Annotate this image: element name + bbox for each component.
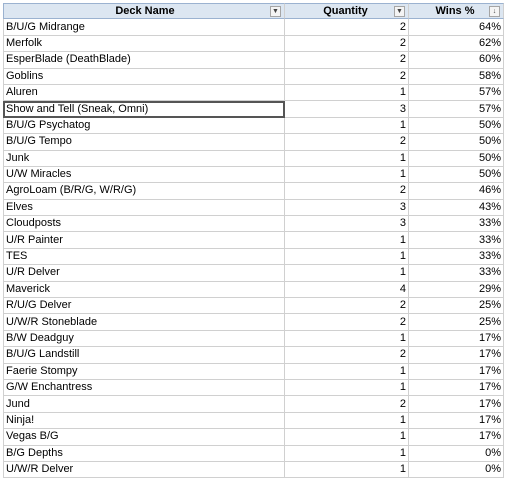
wins-cell[interactable]: 62% [409, 36, 504, 52]
quantity-cell[interactable]: 1 [285, 331, 409, 347]
deck-name-cell[interactable]: Vegas B/G [3, 429, 285, 445]
deck-name-cell[interactable]: B/U/G Tempo [3, 134, 285, 150]
header-deck-name[interactable] [3, 3, 285, 19]
table-row [3, 101, 504, 117]
deck-name-cell[interactable]: Goblins [3, 69, 285, 85]
quantity-cell[interactable]: 1 [285, 167, 409, 183]
filter-dropdown-icon[interactable]: ▼ [270, 6, 281, 17]
wins-cell[interactable]: 50% [409, 167, 504, 183]
quantity-cell[interactable]: 1 [285, 249, 409, 265]
deck-name-cell[interactable]: Merfolk [3, 36, 285, 52]
wins-cell[interactable]: 46% [409, 183, 504, 199]
wins-cell[interactable]: 0% [409, 446, 504, 462]
wins-cell[interactable]: 64% [409, 19, 504, 35]
wins-cell[interactable]: 57% [409, 85, 504, 101]
table-row [3, 69, 504, 85]
table-row [3, 151, 504, 167]
wins-cell[interactable]: 25% [409, 314, 504, 330]
table-row [3, 183, 504, 199]
deck-name-cell[interactable]: Elves [3, 200, 285, 216]
wins-cell[interactable]: 17% [409, 347, 504, 363]
deck-name-cell[interactable]: Maverick [3, 282, 285, 298]
deck-name-cell[interactable]: Jund [3, 396, 285, 412]
table-row [3, 200, 504, 216]
wins-cell[interactable]: 60% [409, 52, 504, 68]
table-row [3, 298, 504, 314]
table-row [3, 52, 504, 68]
deck-name-cell[interactable]: U/R Painter [3, 232, 285, 248]
quantity-cell[interactable]: 2 [285, 19, 409, 35]
deck-name-cell[interactable]: Junk [3, 151, 285, 167]
deck-name-cell[interactable]: R/U/G Delver [3, 298, 285, 314]
table-row [3, 249, 504, 265]
quantity-cell[interactable]: 1 [285, 429, 409, 445]
deck-name-cell[interactable]: U/W/R Delver [3, 462, 285, 478]
header-deck-name-label: Deck Name [115, 4, 175, 17]
quantity-cell[interactable]: 2 [285, 69, 409, 85]
table-row [3, 85, 504, 101]
deck-name-cell[interactable]: Cloudposts [3, 216, 285, 232]
wins-cell[interactable]: 50% [409, 134, 504, 150]
quantity-cell[interactable]: 2 [285, 298, 409, 314]
deck-name-cell[interactable]: U/W/R Stoneblade [3, 314, 285, 330]
wins-cell[interactable]: 57% [409, 101, 504, 117]
sort-descending-icon[interactable]: ↓ [489, 6, 500, 17]
wins-cell[interactable]: 0% [409, 462, 504, 478]
wins-cell[interactable]: 17% [409, 396, 504, 412]
deck-name-cell[interactable]: B/U/G Midrange [3, 19, 285, 35]
header-row [3, 3, 504, 19]
filter-dropdown-icon[interactable]: ▼ [394, 6, 405, 17]
table-row [3, 331, 504, 347]
wins-cell[interactable]: 25% [409, 298, 504, 314]
wins-cell[interactable]: 17% [409, 331, 504, 347]
table-row [3, 167, 504, 183]
table-row [3, 413, 504, 429]
wins-cell[interactable]: 43% [409, 200, 504, 216]
deck-name-cell[interactable]: Faerie Stompy [3, 364, 285, 380]
quantity-cell[interactable]: 1 [285, 364, 409, 380]
quantity-cell[interactable]: 1 [285, 85, 409, 101]
deck-name-cell[interactable]: EsperBlade (DeathBlade) [3, 52, 285, 68]
quantity-cell[interactable]: 2 [285, 347, 409, 363]
table-row [3, 118, 504, 134]
quantity-cell[interactable]: 1 [285, 380, 409, 396]
header-quantity[interactable] [285, 3, 409, 19]
table-row [3, 282, 504, 298]
wins-cell[interactable]: 17% [409, 380, 504, 396]
wins-cell[interactable]: 33% [409, 232, 504, 248]
table-row [3, 347, 504, 363]
quantity-cell[interactable]: 2 [285, 183, 409, 199]
quantity-cell[interactable]: 2 [285, 134, 409, 150]
table-row [3, 446, 504, 462]
deck-name-cell[interactable]: B/U/G Landstill [3, 347, 285, 363]
wins-cell[interactable]: 17% [409, 429, 504, 445]
wins-cell[interactable]: 58% [409, 69, 504, 85]
quantity-cell[interactable]: 4 [285, 282, 409, 298]
quantity-cell[interactable]: 2 [285, 52, 409, 68]
table-row [3, 380, 504, 396]
quantity-cell[interactable]: 3 [285, 101, 409, 117]
table-row [3, 36, 504, 52]
wins-cell[interactable]: 33% [409, 216, 504, 232]
quantity-cell[interactable]: 3 [285, 216, 409, 232]
table-row [3, 216, 504, 232]
deck-name-cell[interactable]: G/W Enchantress [3, 380, 285, 396]
wins-cell[interactable]: 50% [409, 118, 504, 134]
header-quantity-label: Quantity [323, 4, 368, 17]
quantity-cell[interactable]: 1 [285, 265, 409, 281]
table-row [3, 396, 504, 412]
quantity-cell[interactable]: 1 [285, 462, 409, 478]
table-row [3, 314, 504, 330]
deck-name-cell[interactable]: TES [3, 249, 285, 265]
table-row [3, 364, 504, 380]
table-row [3, 462, 504, 478]
table-row [3, 265, 504, 281]
deck-name-cell[interactable]: Show and Tell (Sneak, Omni) [3, 101, 285, 117]
deck-name-cell[interactable]: B/U/G Psychatog [3, 118, 285, 134]
deck-name-cell[interactable]: U/W Miracles [3, 167, 285, 183]
quantity-cell[interactable]: 1 [285, 118, 409, 134]
header-wins[interactable] [409, 3, 504, 19]
table-row [3, 232, 504, 248]
table-row [3, 134, 504, 150]
deck-name-cell[interactable]: AgroLoam (B/R/G, W/R/G) [3, 183, 285, 199]
deck-name-cell[interactable]: U/R Delver [3, 265, 285, 281]
wins-cell[interactable]: 17% [409, 364, 504, 380]
quantity-cell[interactable]: 2 [285, 36, 409, 52]
spreadsheet-table [3, 3, 504, 478]
wins-cell[interactable]: 33% [409, 249, 504, 265]
wins-cell[interactable]: 17% [409, 413, 504, 429]
quantity-cell[interactable]: 1 [285, 413, 409, 429]
deck-name-cell[interactable]: B/G Depths [3, 446, 285, 462]
deck-name-cell[interactable]: Aluren [3, 85, 285, 101]
quantity-cell[interactable]: 1 [285, 151, 409, 167]
deck-name-cell[interactable]: Ninja! [3, 413, 285, 429]
wins-cell[interactable]: 29% [409, 282, 504, 298]
header-wins-label: Wins % [435, 4, 475, 17]
quantity-cell[interactable]: 2 [285, 314, 409, 330]
table-body [3, 19, 504, 478]
wins-cell[interactable]: 33% [409, 265, 504, 281]
deck-name-cell[interactable]: B/W Deadguy [3, 331, 285, 347]
table-row [3, 429, 504, 445]
quantity-cell[interactable]: 3 [285, 200, 409, 216]
quantity-cell[interactable]: 2 [285, 396, 409, 412]
table-row [3, 19, 504, 35]
quantity-cell[interactable]: 1 [285, 446, 409, 462]
wins-cell[interactable]: 50% [409, 151, 504, 167]
quantity-cell[interactable]: 1 [285, 232, 409, 248]
